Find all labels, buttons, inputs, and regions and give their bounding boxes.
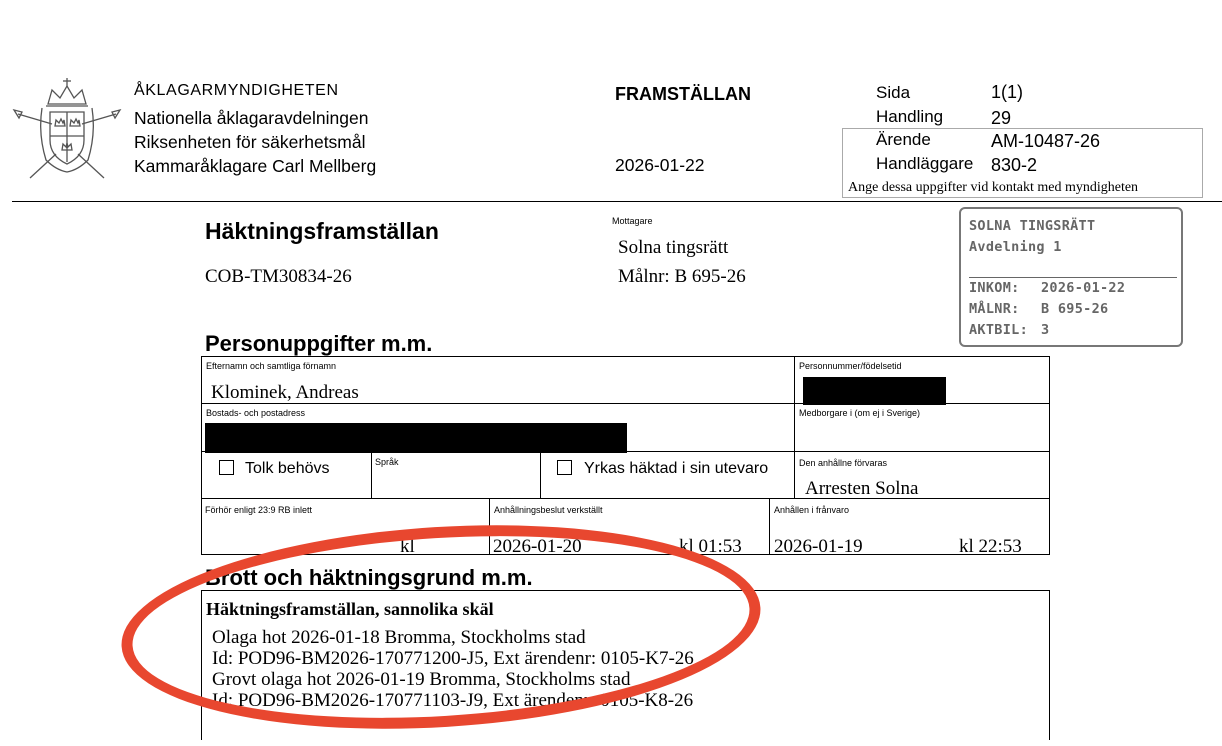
arrest-exec-date: 2026-01-20 xyxy=(493,536,582,557)
agency-name: ÅKLAGARMYNDIGHETEN xyxy=(134,82,339,99)
stamp-divider xyxy=(969,277,1177,278)
crimes-box-title: Häktningsframställan, sannolika skäl xyxy=(206,599,494,619)
crime-line: Olaga hot 2026-01-18 Bromma, Stockholms stad xyxy=(212,627,586,648)
recipient-label: Mottagare xyxy=(612,216,653,226)
arrest-exec-time: kl 01:53 xyxy=(679,536,742,557)
absentia-field xyxy=(540,451,795,499)
redaction-block xyxy=(803,377,946,405)
hearing-field xyxy=(201,498,490,555)
address-field xyxy=(201,403,795,452)
court-received-stamp xyxy=(959,207,1183,347)
stamp-malnr-value: B 695-26 xyxy=(1041,301,1109,317)
name-field xyxy=(201,356,795,404)
prosecutor: Kammaråklagare Carl Mellberg xyxy=(134,156,377,176)
stamp-inkom-value: 2026-01-22 xyxy=(1041,280,1126,296)
sida-value: 1(1) xyxy=(991,82,1024,102)
absentia-checkbox[interactable] xyxy=(557,460,572,475)
unit: Riksenheten för säkerhetsmål xyxy=(134,132,366,152)
recipient-case-number: Målnr: B 695-26 xyxy=(618,266,746,287)
handlaggare-label: Handläggare xyxy=(876,154,974,173)
language-label: Språk xyxy=(375,457,399,467)
citizenship-field xyxy=(794,403,1050,452)
handling-value: 29 xyxy=(991,108,1012,128)
header-divider xyxy=(12,201,1222,202)
contact-note: Ange dessa uppgifter vid kontakt med myndigheten xyxy=(848,180,1139,195)
sida-label: Sida xyxy=(876,83,911,102)
document-type: FRAMSTÄLLAN xyxy=(615,84,751,104)
crime-line: Id: POD96-BM2026-170771103-J9, Ext ärendenr: 0105-K8-26 xyxy=(212,690,694,711)
arende-value: AM-10487-26 xyxy=(991,131,1101,151)
interpreter-label: Tolk behövs xyxy=(245,460,330,477)
name-label: Efternamn och samtliga förnamn xyxy=(206,361,337,371)
arende-label: Ärende xyxy=(876,130,931,149)
crime-line: Id: POD96-BM2026-170771200-J5, Ext ärendenr: 0105-K7-26 xyxy=(212,648,694,669)
hearing-label: Förhör enligt 23:9 RB inlett xyxy=(205,505,313,515)
name-value: Klominek, Andreas xyxy=(211,382,359,403)
interpreter-checkbox[interactable] xyxy=(219,460,234,475)
crimes-section-title: Brott och häktningsgrund m.m. xyxy=(205,565,533,590)
handlaggare-value: 830-2 xyxy=(991,155,1038,175)
recipient-court: Solna tingsrätt xyxy=(618,237,729,258)
arrest-absentia-label: Anhållen i frånvaro xyxy=(774,505,850,515)
stamp-division: Avdelning 1 xyxy=(969,239,1062,255)
arrest-absentia-field xyxy=(769,498,1050,555)
absentia-label: Yrkas häktad i sin utevaro xyxy=(584,460,769,477)
arrest-exec-label: Anhållningsbeslut verkställt xyxy=(494,505,603,515)
crimes-box xyxy=(201,590,1050,740)
arrest-executed-field xyxy=(489,498,770,555)
stamp-inkom-label: INKOM: xyxy=(969,280,1020,296)
handling-label: Handling xyxy=(876,107,944,126)
personal-number-field xyxy=(794,356,1050,404)
arrest-absentia-time: kl 22:53 xyxy=(959,536,1022,557)
stamp-aktbil-label: AKTBIL: xyxy=(969,322,1028,338)
citizenship-label: Medborgare i (om ej i Sverige) xyxy=(799,408,921,418)
stamp-aktbil-value: 3 xyxy=(1041,322,1050,338)
person-section-title: Personuppgifter m.m. xyxy=(205,331,433,356)
stamp-malnr-label: MÅLNR: xyxy=(969,301,1020,317)
detention-place-field xyxy=(794,451,1050,499)
detention-value: Arresten Solna xyxy=(805,478,919,499)
stamp-court: SOLNA TINGSRÄTT xyxy=(969,218,1096,234)
crime-line: Grovt olaga hot 2026-01-19 Bromma, Stockholms stad xyxy=(212,669,631,690)
crown-crest-logo xyxy=(12,74,122,186)
document-date: 2026-01-22 xyxy=(615,155,705,175)
language-field xyxy=(371,451,541,499)
interpreter-field xyxy=(201,451,372,499)
detention-label: Den anhållne förvaras xyxy=(799,458,888,468)
case-reference: COB-TM30834-26 xyxy=(205,266,352,287)
redaction-block xyxy=(205,423,627,453)
address-label: Bostads- och postadress xyxy=(206,408,306,418)
arrest-absentia-date: 2026-01-19 xyxy=(774,536,863,557)
pnr-label: Personnummer/födelsetid xyxy=(799,361,902,371)
page-title: Häktningsframställan xyxy=(205,218,439,244)
department: Nationella åklagaravdelningen xyxy=(134,108,369,128)
hearing-kl: kl xyxy=(400,536,415,557)
